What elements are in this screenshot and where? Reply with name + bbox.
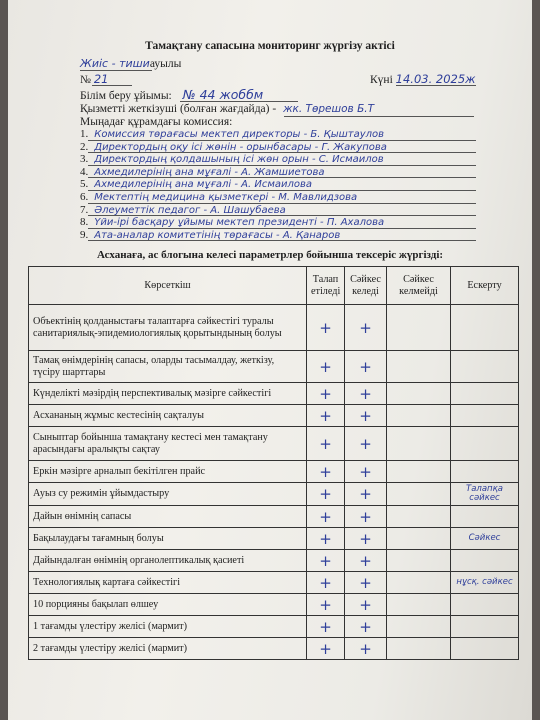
row-not-matches xyxy=(387,405,451,427)
row-not-matches xyxy=(387,427,451,461)
row-note: нұсқ. сәйкес xyxy=(451,572,519,594)
village-line xyxy=(80,57,181,70)
member-number: 2. xyxy=(80,140,89,153)
row-note xyxy=(451,638,519,660)
commission-member xyxy=(80,216,384,228)
member-number: 1. xyxy=(80,128,89,140)
row-matches: + xyxy=(345,550,387,572)
row-indicator: Бақылаудағы тағамның болуы xyxy=(29,528,307,550)
member-number: 8. xyxy=(80,216,89,229)
commission-member xyxy=(80,191,357,203)
village-underline xyxy=(80,70,152,71)
row-required: + xyxy=(307,305,345,351)
table-row xyxy=(29,483,519,506)
row-matches: + xyxy=(345,528,387,550)
row-indicator: Ауыз су режимін ұйымдастыру xyxy=(29,483,307,506)
row-required: + xyxy=(307,506,345,528)
member-text: Директордың оқу ісі жөнін - орынбасары - Г. Жакупова xyxy=(94,141,387,153)
row-note xyxy=(451,506,519,528)
document-sheet xyxy=(8,0,532,720)
member-text: Ахмедилерінің ана мұғалі - А. Исмаилова xyxy=(94,179,313,191)
member-text: Үйи-ірі басқару ұйымы мектеп президенті - П. Ахалова xyxy=(94,217,385,229)
row-not-matches xyxy=(387,638,451,660)
inspection-table xyxy=(28,266,519,660)
row-matches: + xyxy=(345,483,387,506)
row-required: + xyxy=(307,461,345,483)
row-required: + xyxy=(307,594,345,616)
row-not-matches xyxy=(387,383,451,405)
village-suffix: ауылы xyxy=(149,58,182,70)
act-date-value: 14.03. 2025ж xyxy=(395,72,476,86)
table-row xyxy=(29,461,519,483)
member-text: Әлеуметтік педагог - А. Шашубаева xyxy=(94,204,286,216)
row-indicator: 1 тағамды үлестіру желісі (мармит) xyxy=(29,616,307,638)
row-required: + xyxy=(307,550,345,572)
table-row xyxy=(29,383,519,405)
row-required: + xyxy=(307,351,345,383)
school-line: Білім беру ұйымы: № 44 жоббм xyxy=(80,87,264,102)
row-matches: + xyxy=(345,506,387,528)
commission-label: Мыңадағ құрамдағы комиссия: xyxy=(80,116,233,128)
row-not-matches xyxy=(387,506,451,528)
member-text: Директордың қолдашының ісі жөн орын - С. Исмаилов xyxy=(94,154,384,166)
row-matches: + xyxy=(345,383,387,405)
row-indicator: Күнделікті мәзірдің перспективалық мәзірге сәйкестігі xyxy=(29,383,307,405)
member-text: Мектептің медицина қызметкері - М. Мавлидзова xyxy=(94,192,358,203)
member-number: 6. xyxy=(80,191,89,203)
table-row xyxy=(29,405,519,427)
row-indicator: Технологиялық картаға сәйкестігі xyxy=(29,572,307,594)
supplier-line: Қызметті жеткізуші (болған жағдайда) - жк. Төрешов Б.Т xyxy=(80,103,375,115)
row-indicator: Тамақ өнімдерінің сапасы, оларды тасымалдау, жеткізу, түсіру шарттары xyxy=(29,351,307,383)
row-required: + xyxy=(307,405,345,427)
row-note xyxy=(451,305,519,351)
row-note xyxy=(451,351,519,383)
table-row xyxy=(29,616,519,638)
row-not-matches xyxy=(387,594,451,616)
member-number: 5. xyxy=(80,178,89,191)
act-date: Күні 14.03. 2025ж xyxy=(370,72,476,86)
village-name: Жиіс - тиши xyxy=(80,57,150,70)
header-not-matches: Сәйкес келмейді xyxy=(387,267,451,305)
commission-member xyxy=(80,153,384,165)
number-underline xyxy=(92,85,132,86)
row-matches: + xyxy=(345,461,387,483)
school-value: № 44 жоббм xyxy=(182,87,264,102)
supplier-underline xyxy=(284,116,474,117)
commission-member xyxy=(80,166,325,178)
header-required: Талап етіледі xyxy=(307,267,345,305)
row-required: + xyxy=(307,528,345,550)
row-note xyxy=(451,461,519,483)
row-not-matches xyxy=(387,461,451,483)
row-required: + xyxy=(307,427,345,461)
row-matches: + xyxy=(345,594,387,616)
table-row xyxy=(29,506,519,528)
date-underline xyxy=(396,85,476,86)
commission-member xyxy=(80,141,387,153)
row-matches: + xyxy=(345,405,387,427)
row-indicator: Дайындалған өнімнің органолептикалық қасиеті xyxy=(29,550,307,572)
table-header-row xyxy=(29,267,519,305)
school-underline xyxy=(180,101,298,102)
supplier-value: жк. Төрешов Б.Т xyxy=(283,103,375,115)
header-matches: Сәйкес келеді xyxy=(345,267,387,305)
row-required: + xyxy=(307,483,345,506)
member-text: Ата-аналар комитетінің төрағасы - А. Қанаров xyxy=(94,229,341,241)
row-not-matches xyxy=(387,483,451,506)
commission-member xyxy=(80,128,384,140)
row-not-matches xyxy=(387,305,451,351)
row-note xyxy=(451,427,519,461)
row-not-matches xyxy=(387,572,451,594)
row-note xyxy=(451,405,519,427)
row-note: Сәйкес xyxy=(451,528,519,550)
member-number: 3. xyxy=(80,153,89,166)
member-number: 9. xyxy=(80,228,89,241)
row-indicator: 2 тағамды үлестіру желісі (мармит) xyxy=(29,638,307,660)
table-row xyxy=(29,427,519,461)
commission-member xyxy=(80,178,312,190)
header-note: Ескерту xyxy=(451,267,519,305)
row-not-matches xyxy=(387,351,451,383)
row-indicator: Еркін мәзірге арналып бекітілген прайс xyxy=(29,461,307,483)
table-row xyxy=(29,351,519,383)
table-row xyxy=(29,550,519,572)
row-matches: + xyxy=(345,305,387,351)
row-required: + xyxy=(307,383,345,405)
table-row xyxy=(29,572,519,594)
row-required: + xyxy=(307,572,345,594)
row-indicator: Дайын өнімнің сапасы xyxy=(29,506,307,528)
row-indicator: 10 порцияны бақылап өлшеу xyxy=(29,594,307,616)
table-row xyxy=(29,528,519,550)
row-required: + xyxy=(307,638,345,660)
row-indicator: Объектінің қолданыстағы талаптарға сәйкестігі туралы санитариялық-эпидемиологиялық қорытындының болуы xyxy=(29,305,307,351)
row-note xyxy=(451,594,519,616)
row-note xyxy=(451,550,519,572)
inspection-subtitle: Асханаға, ас блогына келесі параметрлер бойынша тексеріс жүргізді: xyxy=(96,249,444,261)
row-matches: + xyxy=(345,638,387,660)
member-number: 4. xyxy=(80,165,89,178)
row-matches: + xyxy=(345,427,387,461)
member-number: 7. xyxy=(80,203,89,216)
row-matches: + xyxy=(345,616,387,638)
document-title: Тамақтану сапасына мониторинг жүргізу актісі xyxy=(145,40,395,52)
member-text: Комиссия төрағасы мектеп директоры - Б. Қыштаулов xyxy=(94,129,385,140)
act-number-value: 21 xyxy=(93,72,109,86)
row-note xyxy=(451,383,519,405)
member-underline xyxy=(88,240,476,241)
table-row xyxy=(29,638,519,660)
table-row xyxy=(29,594,519,616)
row-note xyxy=(451,616,519,638)
member-text: Ахмедилерінің ана мұғалі - А. Жамшиетова xyxy=(94,166,325,178)
row-not-matches xyxy=(387,550,451,572)
row-not-matches xyxy=(387,616,451,638)
act-number: № 21 xyxy=(80,72,109,86)
row-not-matches xyxy=(387,528,451,550)
row-matches: + xyxy=(345,351,387,383)
table-row xyxy=(29,305,519,351)
row-matches: + xyxy=(345,572,387,594)
row-indicator: Сыныптар бойынша тамақтану кестесі мен тамақтану арасындағы аралықты сақтау xyxy=(29,427,307,461)
commission-member xyxy=(80,229,340,241)
row-note: Талапқа сәйкес xyxy=(451,483,519,506)
row-indicator: Асхананың жұмыс кестесінің сақталуы xyxy=(29,405,307,427)
header-indicator: Көрсеткіш xyxy=(29,267,307,305)
row-required: + xyxy=(307,616,345,638)
commission-member xyxy=(80,204,286,216)
